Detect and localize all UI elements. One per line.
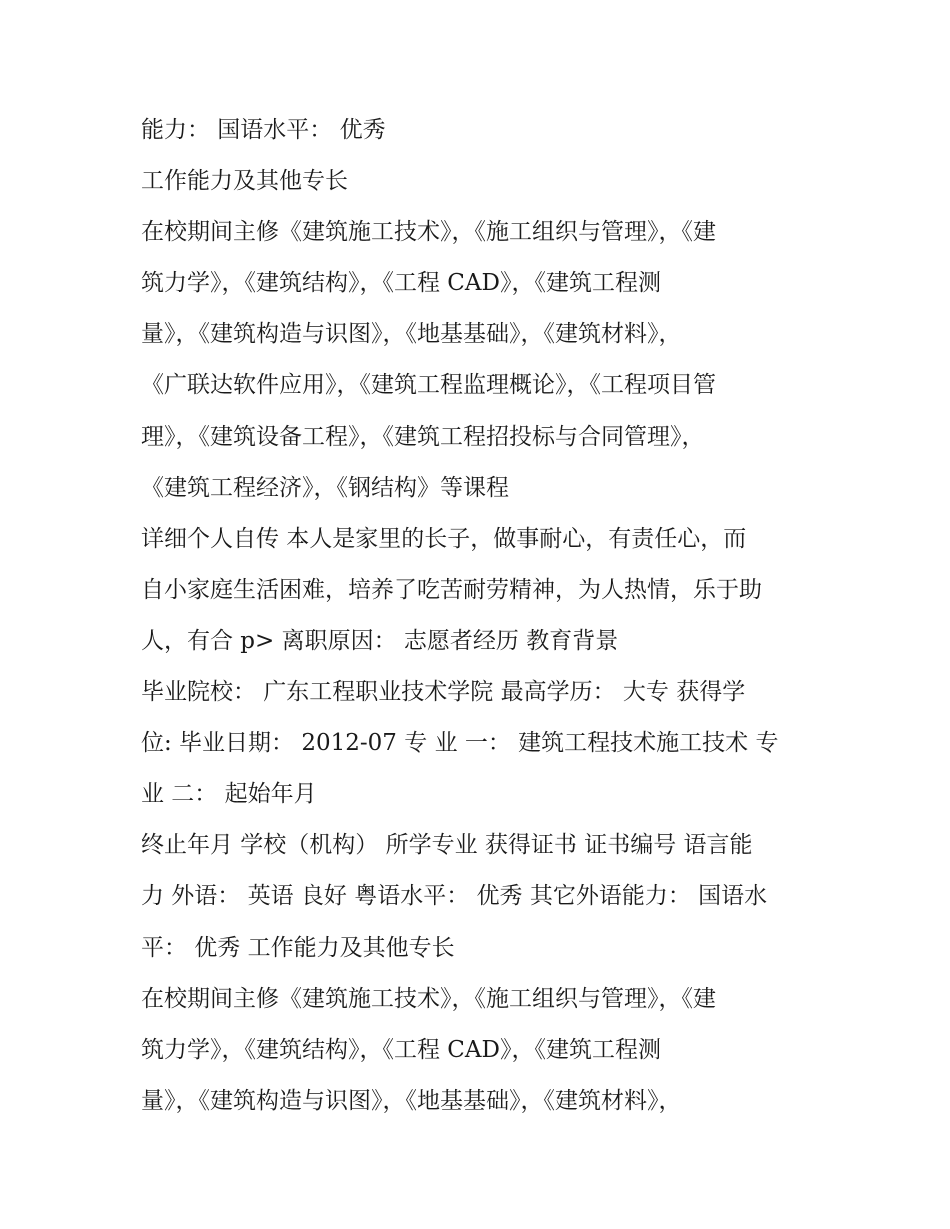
- text-line: 能力： 国语水平： 优秀: [141, 117, 386, 143]
- text-line: 在校期间主修《建筑施工技术》，《施工组织与管理》，《建: [141, 985, 716, 1012]
- text-line: 筑力学》，《建筑结构》，《工程 CAD》，《建筑工程测: [141, 1036, 661, 1063]
- text-line: 人，有合 p> 离职原因： 志愿者经历 教育背景: [141, 627, 619, 654]
- text-line: 量》，《建筑构造与识图》，《地基基础》，《建筑材料》，: [141, 321, 682, 348]
- text-line: 理》，《建筑设备工程》，《建筑工程招投标与合同管理》，: [141, 423, 705, 450]
- text-line: 业 二： 起始年月: [141, 781, 317, 808]
- text-line: 力 外语： 英语 良好 粤语水平： 优秀 其它外语能力： 国语水: [141, 883, 768, 910]
- text-line: 终止年月 学校（机构） 所学专业 获得证书 证书编号 语言能: [141, 832, 753, 859]
- text-line: 自小家庭生活困难，培养了吃苦耐劳精神，为人热情，乐于助: [141, 576, 762, 603]
- text-line: 筑力学》，《建筑结构》，《工程 CAD》，《建筑工程测: [141, 270, 661, 297]
- text-line: 量》，《建筑构造与识图》，《地基基础》，《建筑材料》，: [141, 1087, 682, 1114]
- text-line: 在校期间主修《建筑施工技术》，《施工组织与管理》，《建: [141, 219, 716, 246]
- text-line: 《广联达软件应用》，《建筑工程监理概论》，《工程项目管: [141, 372, 716, 399]
- text-line: 工作能力及其他专长: [141, 168, 348, 195]
- document-body: [141, 105, 821, 1127]
- text-line: 位: 毕业日期： 2012-07 专 业 一： 建筑工程技术施工技术 专: [141, 730, 779, 757]
- text-line: 《建筑工程经济》，《钢结构》等课程: [141, 474, 509, 501]
- text-line: 毕业院校： 广东工程职业技术学院 最高学历： 大专 获得学: [141, 679, 746, 706]
- text-line: 平： 优秀 工作能力及其他专长: [141, 934, 455, 961]
- text-line: 详细个人自传 本人是家里的长子，做事耐心，有责任心，而: [141, 525, 747, 552]
